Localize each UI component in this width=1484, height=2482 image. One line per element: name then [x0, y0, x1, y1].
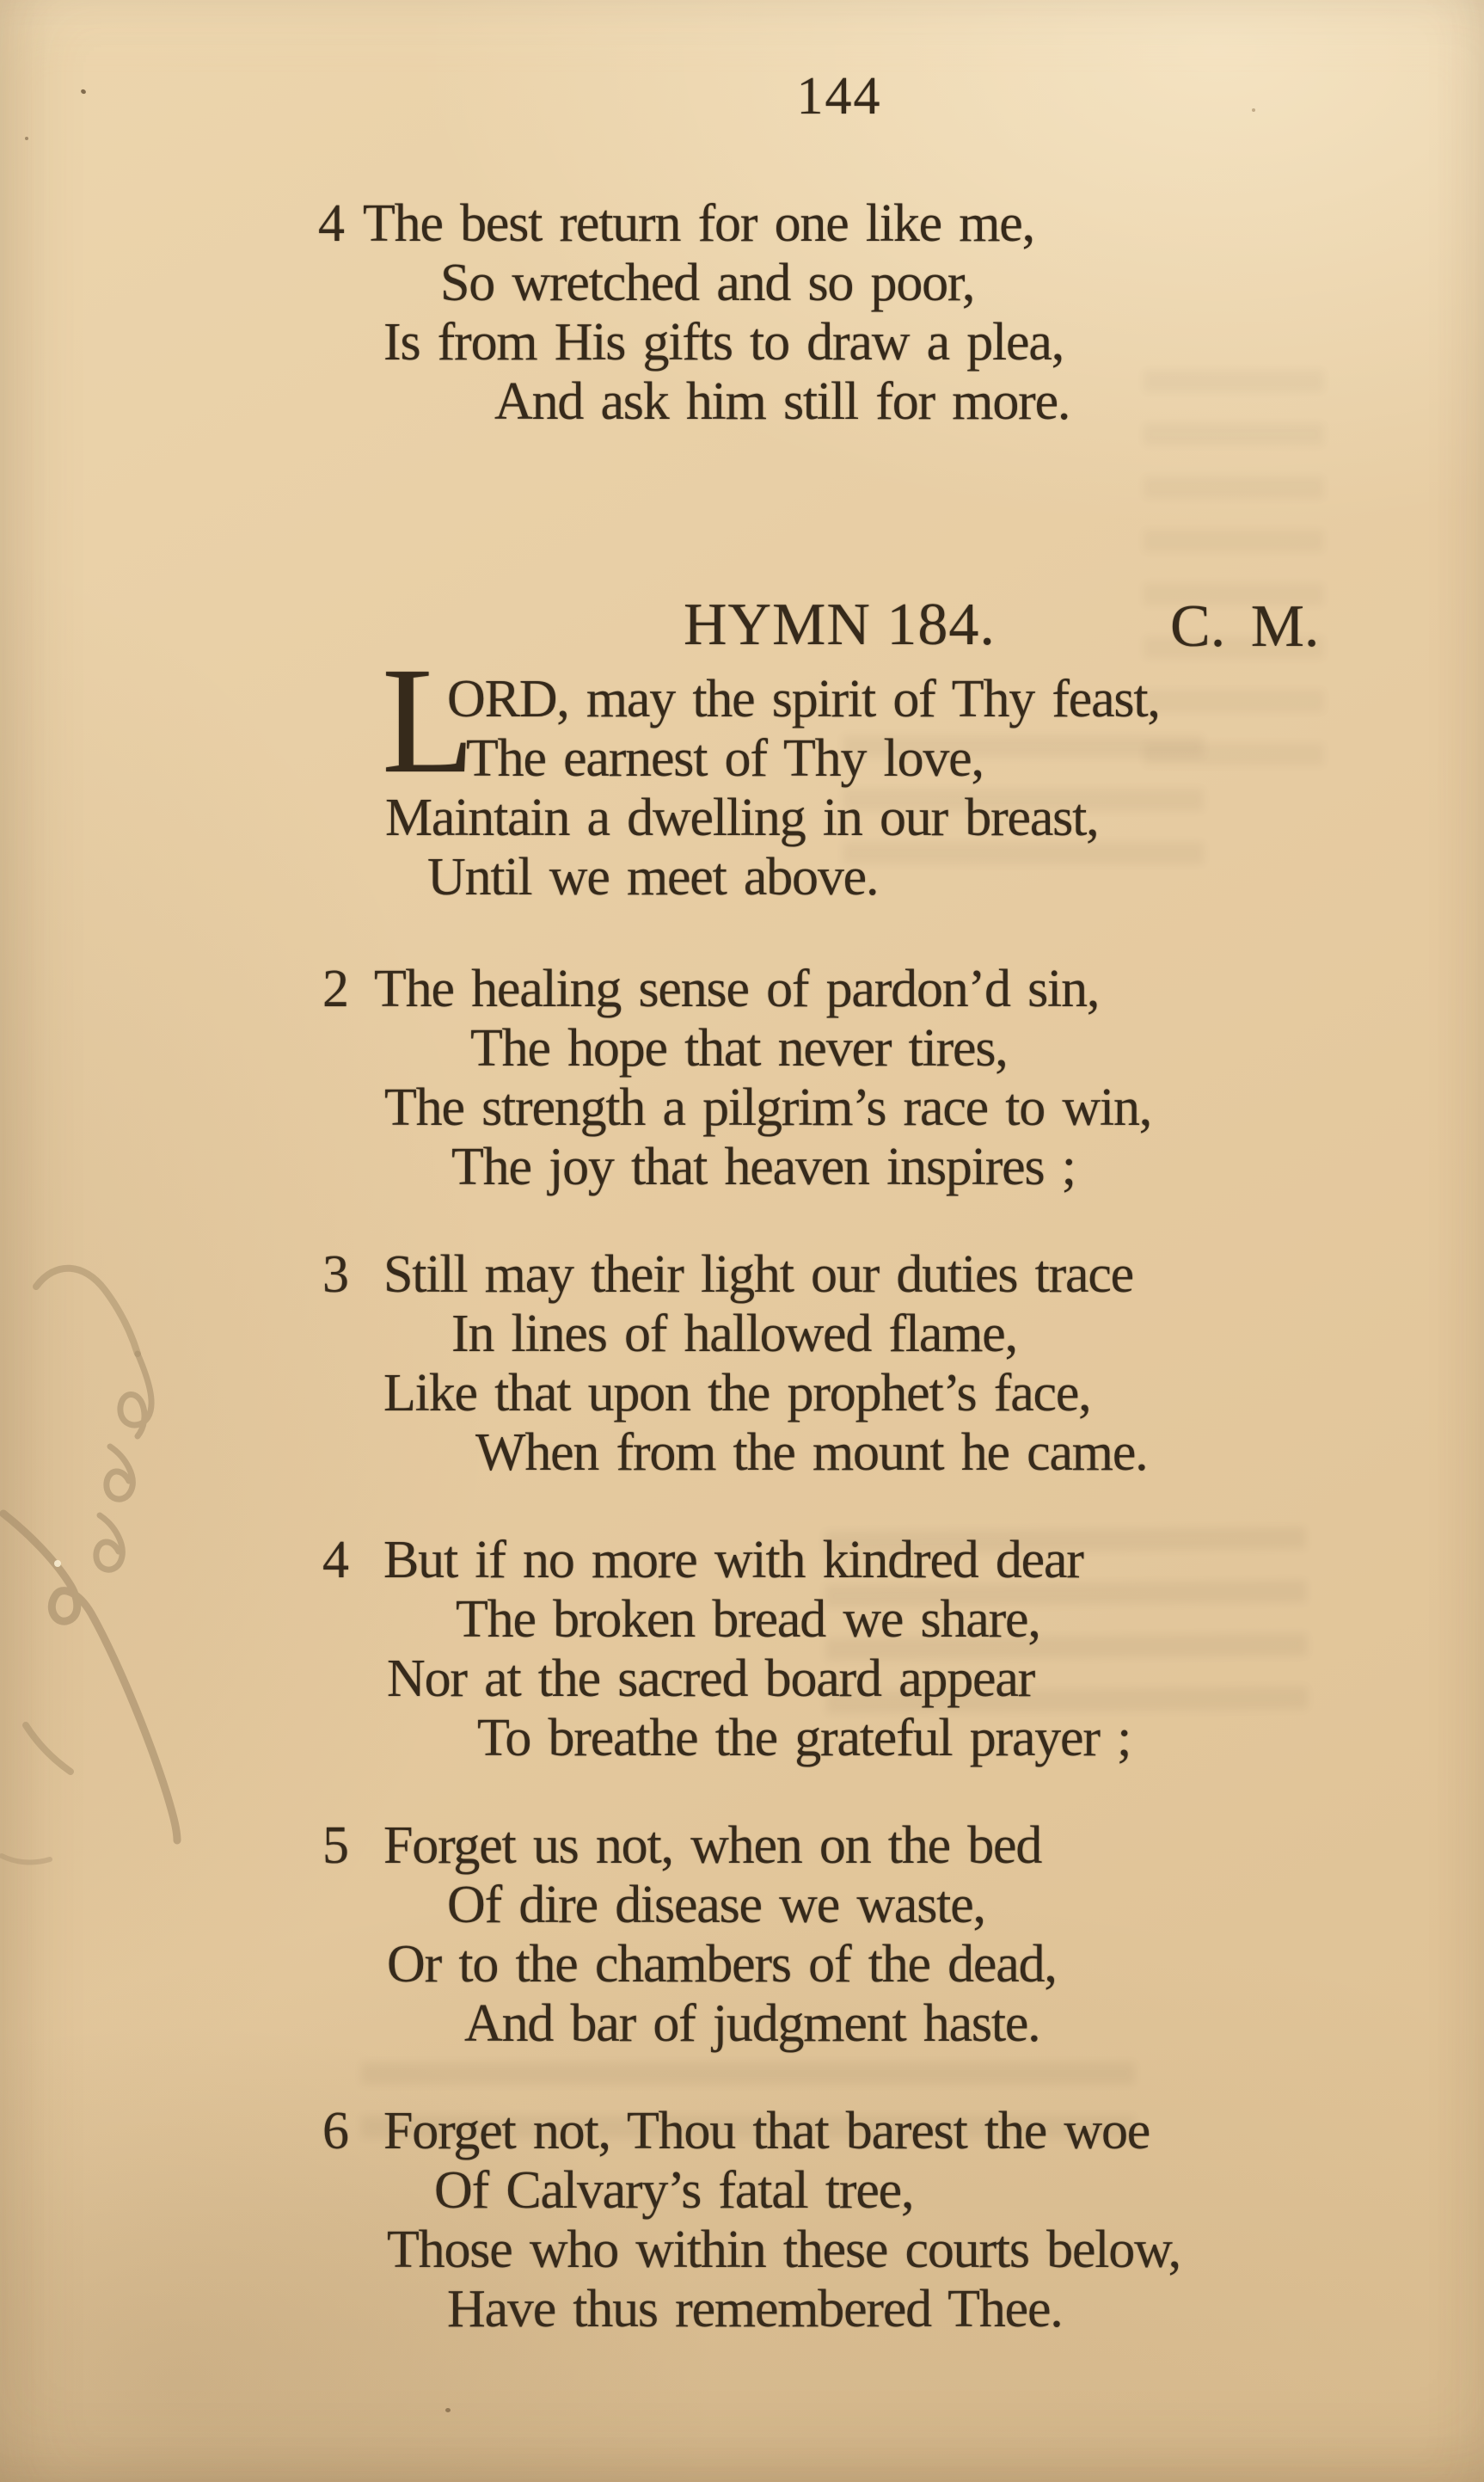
- verse-line: Forget not, Thou that barest the woe: [383, 2102, 1150, 2160]
- stanza-number: 3: [322, 1245, 349, 1304]
- pencil-scribble: [0, 1230, 224, 1901]
- stanza-6: [322, 2102, 1311, 2339]
- verse-line: Nor at the sacred board appear: [387, 1650, 1035, 1708]
- verse-line: The healing sense of pardon’d sin,: [374, 960, 1100, 1018]
- paper-speck: [1252, 108, 1255, 112]
- stanza-4: [322, 1531, 1311, 1768]
- verse-line: And bar of judgment haste.: [464, 1994, 1040, 2053]
- verse-line: The best return for one like me,: [363, 194, 1034, 253]
- verse-line: Is from His gifts to draw a plea,: [383, 313, 1064, 372]
- verse-line: But if no more with kindred dear: [383, 1531, 1083, 1589]
- stanza-5: [322, 1816, 1311, 2054]
- verse-line: Forget us not, when on the bed: [383, 1816, 1042, 1875]
- paper-speck: [25, 137, 28, 140]
- verse-line: When from the mount he came.: [475, 1423, 1148, 1482]
- stanza-number: 4: [322, 1531, 349, 1589]
- stanza-number: 2: [322, 960, 349, 1018]
- paper-speck: [80, 89, 87, 95]
- stanza-number: 6: [322, 2102, 349, 2160]
- page-number: 144: [796, 67, 882, 126]
- paper-speck: [54, 1560, 61, 1567]
- stanza-1: [382, 636, 1374, 907]
- verse-line: The joy that heaven inspires ;: [451, 1138, 1076, 1196]
- drop-cap: L: [382, 636, 475, 805]
- verse-line: The hope that never tires,: [470, 1019, 1008, 1078]
- verse-line: Until we meet above.: [427, 848, 879, 906]
- verse-line: Like that upon the prophet’s face,: [383, 1364, 1091, 1422]
- carryover-stanza: [318, 194, 1307, 432]
- verse-line: Maintain a dwelling in our breast,: [385, 789, 1099, 847]
- verse-line: Of dire disease we waste,: [447, 1876, 985, 1934]
- verse-line: In lines of hallowed flame,: [451, 1305, 1017, 1363]
- stanza-3: [322, 1245, 1311, 1483]
- verse-line: To breathe the grateful prayer ;: [477, 1709, 1131, 1767]
- verse-line: ORD, may the spirit of Thy feast,: [447, 670, 1160, 728]
- verse-line: Still may their light our duties trace: [383, 1245, 1133, 1304]
- verse-line: So wretched and so poor,: [440, 254, 975, 312]
- verse-line: The earnest of Thy love,: [466, 729, 984, 788]
- verse-line: Of Calvary’s fatal tree,: [434, 2161, 914, 2220]
- verse-line: Those who within these courts below,: [387, 2221, 1180, 2279]
- verse-line: Have thus remembered Thee.: [447, 2280, 1063, 2338]
- hymn-meter: C. M.: [1170, 593, 1320, 660]
- verse-line: The broken bread we share,: [456, 1590, 1040, 1649]
- verse-line: The strength a pilgrim’s race to win,: [384, 1078, 1152, 1137]
- stanza-number: 4: [318, 194, 345, 253]
- verse-line: And ask him still for more.: [494, 372, 1070, 431]
- verse-line: Or to the chambers of the dead,: [387, 1935, 1057, 1994]
- stanza-number: 5: [322, 1816, 349, 1875]
- paper-speck: [445, 2408, 451, 2412]
- stanza-2: [322, 960, 1311, 1197]
- hymn-title: HYMN 184.: [684, 592, 996, 658]
